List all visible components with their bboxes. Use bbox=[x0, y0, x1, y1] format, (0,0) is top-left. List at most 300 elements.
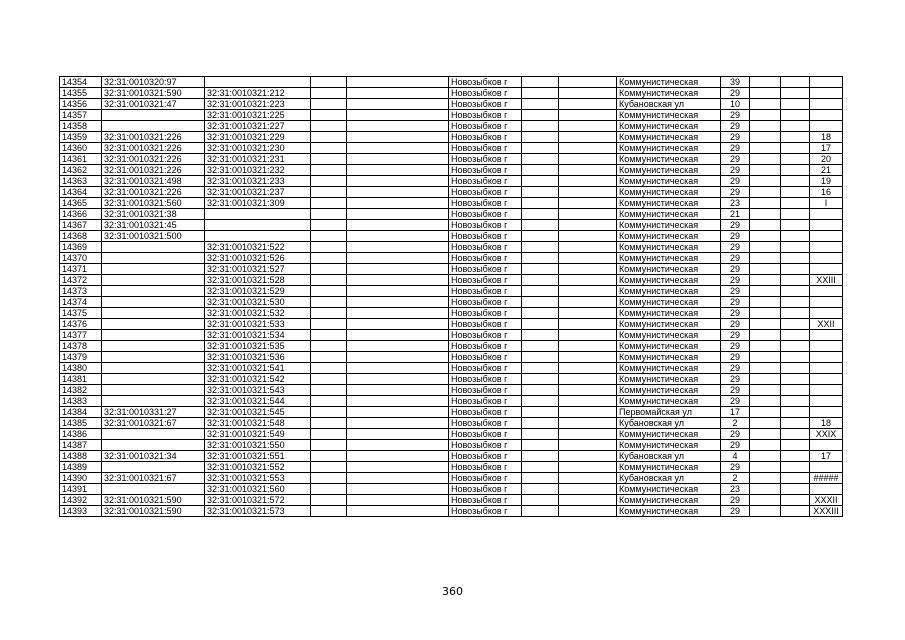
table-cell: Коммунистическая bbox=[617, 297, 721, 308]
table-row bbox=[60, 275, 843, 286]
table-cell bbox=[311, 396, 347, 407]
table-cell bbox=[750, 330, 781, 341]
table-cell bbox=[102, 297, 205, 308]
table-cell: Новозыбков г bbox=[449, 385, 522, 396]
table-cell bbox=[750, 231, 781, 242]
table-cell bbox=[522, 220, 559, 231]
table-cell bbox=[750, 286, 781, 297]
table-cell: 14393 bbox=[60, 506, 102, 517]
table-cell: 14354 bbox=[60, 77, 102, 88]
table-cell bbox=[810, 121, 843, 132]
table-cell bbox=[750, 275, 781, 286]
table-cell: Новозыбков г bbox=[449, 407, 522, 418]
table-cell bbox=[102, 110, 205, 121]
table-cell bbox=[750, 495, 781, 506]
table-cell bbox=[311, 352, 347, 363]
table-cell bbox=[559, 418, 617, 429]
table-cell: XXIII bbox=[810, 275, 843, 286]
table-row bbox=[60, 451, 843, 462]
table-row bbox=[60, 231, 843, 242]
table-cell: Коммунистическая bbox=[617, 352, 721, 363]
table-cell bbox=[102, 330, 205, 341]
table-cell: 29 bbox=[721, 154, 750, 165]
table-cell bbox=[347, 264, 449, 275]
table-cell: Коммунистическая bbox=[617, 231, 721, 242]
table-cell bbox=[347, 286, 449, 297]
table-cell bbox=[559, 352, 617, 363]
table-cell: Новозыбков г bbox=[449, 429, 522, 440]
table-cell: 14355 bbox=[60, 88, 102, 99]
table-cell: 29 bbox=[721, 220, 750, 231]
table-cell bbox=[810, 396, 843, 407]
table-cell bbox=[559, 110, 617, 121]
table-cell bbox=[750, 473, 781, 484]
table-cell: 32:31:0010321:545 bbox=[205, 407, 311, 418]
table-cell: 29 bbox=[721, 341, 750, 352]
table-row bbox=[60, 198, 843, 209]
table-row bbox=[60, 253, 843, 264]
table-cell bbox=[781, 253, 810, 264]
table-cell: 32:31:0010321:38 bbox=[102, 209, 205, 220]
table-cell bbox=[347, 187, 449, 198]
table-cell bbox=[347, 396, 449, 407]
table-cell: 32:31:0010321:229 bbox=[205, 132, 311, 143]
table-cell: Новозыбков г bbox=[449, 209, 522, 220]
table-cell: 29 bbox=[721, 506, 750, 517]
table-row bbox=[60, 264, 843, 275]
table-cell: 14358 bbox=[60, 121, 102, 132]
table-cell: Новозыбков г bbox=[449, 231, 522, 242]
table-cell bbox=[781, 418, 810, 429]
table-cell: 32:31:0010321:232 bbox=[205, 165, 311, 176]
table-cell: 17 bbox=[721, 407, 750, 418]
table-cell: 21 bbox=[810, 165, 843, 176]
table-cell bbox=[102, 253, 205, 264]
table-cell: 29 bbox=[721, 275, 750, 286]
table-cell bbox=[781, 154, 810, 165]
table-cell: 19 bbox=[810, 176, 843, 187]
table-cell: Коммунистическая bbox=[617, 242, 721, 253]
table-cell: 2 bbox=[721, 418, 750, 429]
table-cell: 32:31:0010321:226 bbox=[102, 165, 205, 176]
table-cell: 14389 bbox=[60, 462, 102, 473]
table-row bbox=[60, 484, 843, 495]
table-cell: Новозыбков г bbox=[449, 187, 522, 198]
table-cell: Новозыбков г bbox=[449, 99, 522, 110]
table-cell bbox=[311, 275, 347, 286]
table-cell bbox=[559, 176, 617, 187]
table-cell: 29 bbox=[721, 297, 750, 308]
table-cell bbox=[347, 418, 449, 429]
table-cell: 29 bbox=[721, 286, 750, 297]
table-cell bbox=[522, 275, 559, 286]
table-cell bbox=[750, 319, 781, 330]
table-cell bbox=[781, 352, 810, 363]
table-cell: 14385 bbox=[60, 418, 102, 429]
table-cell: Коммунистическая bbox=[617, 77, 721, 88]
table-cell bbox=[781, 121, 810, 132]
table-cell bbox=[522, 264, 559, 275]
table-cell: 23 bbox=[721, 198, 750, 209]
table-cell: Коммунистическая bbox=[617, 165, 721, 176]
table-row bbox=[60, 165, 843, 176]
table-cell bbox=[311, 220, 347, 231]
table-cell: 29 bbox=[721, 165, 750, 176]
table-cell bbox=[559, 231, 617, 242]
table-cell bbox=[311, 451, 347, 462]
table-cell bbox=[559, 99, 617, 110]
table-cell bbox=[750, 418, 781, 429]
table-cell bbox=[522, 385, 559, 396]
table-cell bbox=[522, 110, 559, 121]
table-cell bbox=[781, 187, 810, 198]
table-cell: 14375 bbox=[60, 308, 102, 319]
table-cell: Новозыбков г bbox=[449, 253, 522, 264]
table-cell bbox=[311, 88, 347, 99]
table-cell: 32:31:0010321:230 bbox=[205, 143, 311, 154]
table-cell bbox=[311, 110, 347, 121]
table-cell bbox=[347, 341, 449, 352]
table-cell bbox=[750, 374, 781, 385]
table-cell: 17 bbox=[810, 143, 843, 154]
table-cell: Коммунистическая bbox=[617, 121, 721, 132]
registry-table bbox=[59, 76, 843, 517]
table-cell: Коммунистическая bbox=[617, 484, 721, 495]
table-cell bbox=[102, 286, 205, 297]
table-cell bbox=[559, 220, 617, 231]
table-cell: 32:31:0010321:532 bbox=[205, 308, 311, 319]
table-cell: XXII bbox=[810, 319, 843, 330]
table-cell bbox=[750, 264, 781, 275]
table-cell bbox=[522, 286, 559, 297]
table-cell bbox=[347, 495, 449, 506]
table-cell bbox=[102, 352, 205, 363]
table-cell bbox=[311, 418, 347, 429]
table-cell: 32:31:0010321:536 bbox=[205, 352, 311, 363]
table-cell: 29 bbox=[721, 462, 750, 473]
table-cell bbox=[559, 484, 617, 495]
table-cell: Коммунистическая bbox=[617, 363, 721, 374]
table-row bbox=[60, 506, 843, 517]
table-cell bbox=[559, 385, 617, 396]
table-cell: 32:31:0010331:27 bbox=[102, 407, 205, 418]
table-cell: 29 bbox=[721, 253, 750, 264]
table-row bbox=[60, 473, 843, 484]
table-cell: Новозыбков г bbox=[449, 77, 522, 88]
table-cell: 32:31:0010321:45 bbox=[102, 220, 205, 231]
table-cell bbox=[781, 220, 810, 231]
table-cell bbox=[311, 121, 347, 132]
table-cell bbox=[311, 363, 347, 374]
table-cell: 14371 bbox=[60, 264, 102, 275]
table-cell bbox=[559, 253, 617, 264]
table-cell: 29 bbox=[721, 352, 750, 363]
table-cell bbox=[311, 77, 347, 88]
table-cell: Коммунистическая bbox=[617, 506, 721, 517]
table-cell bbox=[522, 352, 559, 363]
table-cell bbox=[311, 473, 347, 484]
table-cell bbox=[311, 231, 347, 242]
table-cell bbox=[522, 143, 559, 154]
table-cell bbox=[559, 374, 617, 385]
table-cell: 14360 bbox=[60, 143, 102, 154]
table-cell: 32:31:0010320:97 bbox=[102, 77, 205, 88]
table-cell: 14380 bbox=[60, 363, 102, 374]
table-cell bbox=[781, 385, 810, 396]
table-cell: Коммунистическая bbox=[617, 198, 721, 209]
table-cell: 14388 bbox=[60, 451, 102, 462]
table-cell: XXXII bbox=[810, 495, 843, 506]
table-cell: Новозыбков г bbox=[449, 396, 522, 407]
table-cell bbox=[781, 473, 810, 484]
table-cell bbox=[347, 385, 449, 396]
table-cell bbox=[311, 341, 347, 352]
table-cell: 32:31:0010321:572 bbox=[205, 495, 311, 506]
table-cell: Новозыбков г bbox=[449, 330, 522, 341]
table-cell bbox=[205, 231, 311, 242]
table-cell: 32:31:0010321:226 bbox=[102, 143, 205, 154]
table-cell bbox=[347, 99, 449, 110]
table-cell: Новозыбков г bbox=[449, 143, 522, 154]
table-cell: 32:31:0010321:527 bbox=[205, 264, 311, 275]
table-cell: 32:31:0010321:225 bbox=[205, 110, 311, 121]
table-cell bbox=[750, 308, 781, 319]
table-cell: Новозыбков г bbox=[449, 308, 522, 319]
table-row bbox=[60, 352, 843, 363]
table-cell bbox=[559, 286, 617, 297]
table-cell bbox=[347, 297, 449, 308]
table-cell bbox=[559, 275, 617, 286]
table-cell bbox=[311, 99, 347, 110]
table-cell bbox=[781, 264, 810, 275]
table-cell: 29 bbox=[721, 264, 750, 275]
table-cell bbox=[559, 187, 617, 198]
table-cell: 29 bbox=[721, 121, 750, 132]
table-cell: 32:31:0010321:550 bbox=[205, 440, 311, 451]
table-cell: Коммунистическая bbox=[617, 330, 721, 341]
table-cell: 32:31:0010321:543 bbox=[205, 385, 311, 396]
table-cell bbox=[559, 132, 617, 143]
table-cell: Коммунистическая bbox=[617, 253, 721, 264]
table-cell bbox=[810, 385, 843, 396]
table-cell: 14377 bbox=[60, 330, 102, 341]
table-cell bbox=[347, 253, 449, 264]
table-cell: 32:31:0010321:534 bbox=[205, 330, 311, 341]
table-cell bbox=[311, 198, 347, 209]
table-row bbox=[60, 495, 843, 506]
table-cell bbox=[559, 429, 617, 440]
table-cell bbox=[347, 484, 449, 495]
table-cell bbox=[102, 385, 205, 396]
table-cell bbox=[750, 198, 781, 209]
table-cell: 14368 bbox=[60, 231, 102, 242]
table-cell bbox=[311, 209, 347, 220]
table-row bbox=[60, 121, 843, 132]
table-cell bbox=[522, 132, 559, 143]
table-cell bbox=[347, 319, 449, 330]
table-cell: Коммунистическая bbox=[617, 319, 721, 330]
table-cell bbox=[750, 77, 781, 88]
table-row bbox=[60, 187, 843, 198]
table-cell bbox=[347, 473, 449, 484]
table-cell: Новозыбков г bbox=[449, 462, 522, 473]
table-cell: 14363 bbox=[60, 176, 102, 187]
table-cell bbox=[205, 209, 311, 220]
table-cell bbox=[311, 143, 347, 154]
table-cell: Коммунистическая bbox=[617, 264, 721, 275]
table-cell bbox=[810, 363, 843, 374]
table-cell: 32:31:0010321:67 bbox=[102, 418, 205, 429]
table-cell bbox=[810, 110, 843, 121]
table-cell bbox=[810, 330, 843, 341]
table-cell: 14359 bbox=[60, 132, 102, 143]
table-cell bbox=[311, 429, 347, 440]
table-cell bbox=[347, 154, 449, 165]
table-cell: 14369 bbox=[60, 242, 102, 253]
table-cell bbox=[750, 143, 781, 154]
table-cell bbox=[347, 231, 449, 242]
table-cell bbox=[810, 220, 843, 231]
table-row bbox=[60, 99, 843, 110]
table-cell: Коммунистическая bbox=[617, 220, 721, 231]
table-cell bbox=[750, 220, 781, 231]
table-cell bbox=[522, 451, 559, 462]
table-cell bbox=[522, 308, 559, 319]
table-cell: 29 bbox=[721, 242, 750, 253]
table-cell bbox=[781, 176, 810, 187]
table-cell bbox=[750, 297, 781, 308]
table-cell bbox=[559, 308, 617, 319]
table-cell bbox=[347, 132, 449, 143]
table-cell bbox=[750, 154, 781, 165]
table-cell bbox=[559, 198, 617, 209]
table-cell: 32:31:0010321:549 bbox=[205, 429, 311, 440]
table-cell bbox=[559, 143, 617, 154]
table-cell: 23 bbox=[721, 484, 750, 495]
table-cell bbox=[522, 77, 559, 88]
table-cell: 29 bbox=[721, 143, 750, 154]
table-row bbox=[60, 88, 843, 99]
table-cell: 16 bbox=[810, 187, 843, 198]
table-cell bbox=[810, 88, 843, 99]
table-cell bbox=[750, 165, 781, 176]
table-cell bbox=[781, 341, 810, 352]
table-cell bbox=[810, 341, 843, 352]
table-row bbox=[60, 77, 843, 88]
table-cell: Коммунистическая bbox=[617, 286, 721, 297]
table-cell bbox=[781, 110, 810, 121]
table-cell: 14390 bbox=[60, 473, 102, 484]
table-cell bbox=[750, 132, 781, 143]
table-cell bbox=[559, 473, 617, 484]
table-cell bbox=[522, 506, 559, 517]
table-cell: 32:31:0010321:526 bbox=[205, 253, 311, 264]
table-cell: Новозыбков г bbox=[449, 506, 522, 517]
table-row bbox=[60, 242, 843, 253]
table-cell: 20 bbox=[810, 154, 843, 165]
table-cell bbox=[781, 209, 810, 220]
table-cell bbox=[311, 330, 347, 341]
table-cell bbox=[522, 198, 559, 209]
table-cell: 21 bbox=[721, 209, 750, 220]
table-cell bbox=[559, 440, 617, 451]
table-cell: 32:31:0010321:226 bbox=[102, 132, 205, 143]
table-cell bbox=[750, 506, 781, 517]
table-cell: Новозыбков г bbox=[449, 484, 522, 495]
table-cell: Коммунистическая bbox=[617, 209, 721, 220]
table-cell: 14387 bbox=[60, 440, 102, 451]
table-cell bbox=[102, 319, 205, 330]
table-cell: 32:31:0010321:47 bbox=[102, 99, 205, 110]
table-cell: 29 bbox=[721, 319, 750, 330]
table-cell bbox=[311, 165, 347, 176]
table-cell bbox=[559, 407, 617, 418]
table-cell bbox=[750, 253, 781, 264]
table-cell bbox=[810, 209, 843, 220]
table-cell bbox=[781, 165, 810, 176]
table-cell: Новозыбков г bbox=[449, 297, 522, 308]
table-cell bbox=[750, 363, 781, 374]
table-cell: Новозыбков г bbox=[449, 495, 522, 506]
table-cell: 29 bbox=[721, 385, 750, 396]
table-cell bbox=[102, 363, 205, 374]
table-cell: Коммунистическая bbox=[617, 341, 721, 352]
table-cell: Новозыбков г bbox=[449, 352, 522, 363]
table-cell: 29 bbox=[721, 187, 750, 198]
table-cell: Новозыбков г bbox=[449, 418, 522, 429]
table-cell bbox=[347, 440, 449, 451]
table-cell bbox=[347, 143, 449, 154]
table-cell: 29 bbox=[721, 231, 750, 242]
table-cell: 14379 bbox=[60, 352, 102, 363]
table-cell: 14381 bbox=[60, 374, 102, 385]
table-cell bbox=[781, 440, 810, 451]
table-cell bbox=[522, 319, 559, 330]
table-cell: 10 bbox=[721, 99, 750, 110]
table-cell bbox=[311, 154, 347, 165]
table-body bbox=[60, 77, 843, 517]
table-cell bbox=[810, 308, 843, 319]
table-cell: Новозыбков г bbox=[449, 374, 522, 385]
table-cell bbox=[559, 88, 617, 99]
table-cell bbox=[311, 385, 347, 396]
table-cell bbox=[781, 451, 810, 462]
table-cell bbox=[781, 495, 810, 506]
table-cell: Коммунистическая bbox=[617, 187, 721, 198]
table-cell bbox=[559, 242, 617, 253]
table-row bbox=[60, 176, 843, 187]
table-row bbox=[60, 462, 843, 473]
table-cell bbox=[522, 154, 559, 165]
table-cell: Новозыбков г bbox=[449, 242, 522, 253]
table-cell bbox=[522, 231, 559, 242]
table-cell: 32:31:0010321:552 bbox=[205, 462, 311, 473]
table-cell bbox=[102, 396, 205, 407]
table-cell: 14384 bbox=[60, 407, 102, 418]
table-cell bbox=[347, 110, 449, 121]
table-cell bbox=[559, 341, 617, 352]
table-cell: 32:31:0010321:231 bbox=[205, 154, 311, 165]
table-cell: Коммунистическая bbox=[617, 429, 721, 440]
table-cell bbox=[522, 440, 559, 451]
table-row bbox=[60, 297, 843, 308]
table-cell bbox=[781, 99, 810, 110]
table-cell bbox=[311, 506, 347, 517]
table-cell bbox=[781, 462, 810, 473]
table-cell: Новозыбков г bbox=[449, 154, 522, 165]
table-cell bbox=[750, 484, 781, 495]
table-cell bbox=[347, 88, 449, 99]
